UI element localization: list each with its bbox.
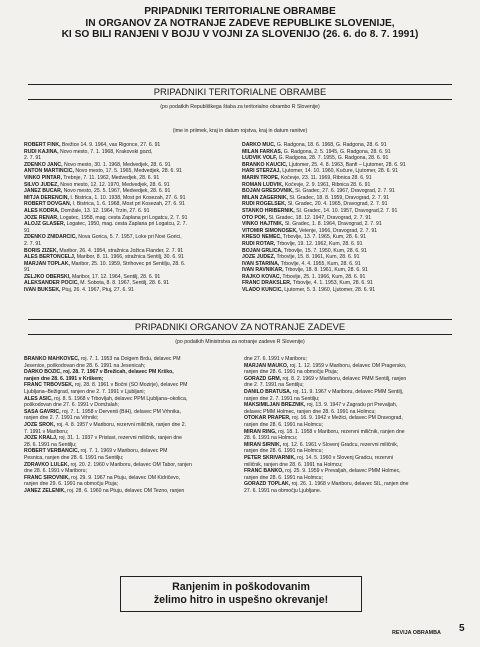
list-entry	[242, 182, 464, 189]
list-entry	[244, 409, 464, 416]
list-entry	[24, 363, 242, 370]
entry-details: ranjen dne 28. 6. 1991 na Holmcu;	[244, 448, 323, 455]
list-entry	[242, 215, 464, 222]
entry-details: ranjen dne 2. 7. 1991 na Šentilju;	[244, 395, 320, 402]
entry-name: ŽELJKO OBERŠKI,	[24, 273, 71, 280]
entry-details: Sl. Gradec, 18. 12. 1947, Dravograd, 2. 7. 91	[267, 214, 372, 221]
list-entry	[24, 356, 242, 363]
entry-details: Ljutomer, 5. 3. 1960, Ljutomer, 28. 6. 91	[282, 287, 376, 294]
list-entry	[24, 448, 242, 455]
internal-affairs-list-left	[24, 356, 242, 494]
entry-details: miličnik, ranjen dne 28. 6. 1991 na Holmcu;	[244, 461, 343, 468]
entry-details: Trbovlje, 4. 4. 1955, Kum, 28. 6. 91	[279, 260, 361, 267]
entry-name: RUDI KAJINA,	[24, 148, 59, 155]
entry-name: BRANKO KAUČIČ,	[242, 161, 288, 168]
entry-details: roj. 7. 1. 1958 v Derventi (BiH), delavec PM Vrhnika,	[60, 408, 181, 415]
list-entry	[24, 280, 246, 287]
entry-details: roj. 7. 1. 1953 na Dolgem Brdu, delavec PM	[79, 356, 181, 362]
entry-details: Trbovlje, 18. 8. 1961, Kum, 28. 6. 91	[283, 267, 368, 274]
list-entry	[244, 389, 464, 396]
list-entry	[242, 208, 464, 215]
list-entry	[242, 188, 464, 195]
list-entry	[244, 462, 464, 469]
list-entry	[242, 221, 464, 228]
entry-details: G. Radgona, 28. 7. 1955, G. Radgona, 28. 6. 91	[277, 155, 389, 162]
entry-details: Sl. Gradec, 20. 4. 1965, Dravograd, 2. 7. 91	[286, 201, 388, 208]
entry-name: FRANC TRBOVŠEK,	[24, 382, 74, 389]
list-entry	[244, 435, 464, 442]
list-entry	[24, 382, 242, 389]
entry-name: VITOMIR SIMONOŠEK,	[242, 227, 298, 234]
entry-name: SAŠA GAVRIČ,	[24, 408, 61, 415]
entry-name: JOŽE JUDEŽ,	[242, 254, 276, 261]
entry-name: ALEKSANDER POČIČ,	[24, 280, 79, 287]
list-entry	[242, 228, 464, 235]
entry-name: ALEŠ BERTONCELJ,	[24, 254, 76, 261]
list-entry	[24, 195, 246, 202]
entry-details: Novo mesto, 7. 1. 1968, Krakovski gozd,	[58, 148, 153, 155]
entry-name: ANTON MARTINČIČ,	[24, 168, 74, 175]
list-entry	[244, 475, 464, 482]
list-entry	[24, 188, 246, 195]
list-entry	[244, 488, 464, 495]
entry-details: roj. 25. 9. 1959 v Prevaljah, delavec PMM Holmec,	[283, 468, 401, 475]
list-entry	[24, 241, 246, 248]
territorial-defence-list-left	[24, 142, 246, 294]
list-entry	[24, 274, 246, 281]
list-entry	[244, 429, 464, 436]
entry-name: MARJAN TOPLAK,	[24, 260, 70, 267]
entry-name: LUDVIK VOLF,	[242, 155, 278, 162]
list-entry	[242, 267, 464, 274]
list-entry	[24, 201, 246, 208]
entry-name: JOŽE KRALJ,	[24, 435, 58, 442]
entry-details: Sl. Gradec, 14. 10. 1957, Dravograd,2. 7. 91	[294, 207, 398, 214]
list-entry	[24, 468, 242, 475]
entry-details: roj. 7. 1. 1969 v Mariboru, delavec PM	[79, 448, 168, 455]
list-entry	[244, 481, 464, 488]
list-entry	[24, 369, 242, 376]
entry-name: PETER SKRIVARNIK,	[244, 454, 296, 461]
entry-name: RUDI ROGELŠEK,	[242, 201, 287, 208]
entry-details: Kočevje, 23. 11. 1969, Ribnica 28. 6. 91	[279, 174, 372, 181]
entry-name: ROBERT VERBANČIČ,	[24, 448, 80, 455]
entry-name: MILAN ZAGERNIK,	[242, 194, 288, 201]
entry-details: Ljutomer, 14. 10. 1960, Kučure, Ljutomer, 28. 6. 91	[280, 168, 399, 175]
entry-details: ranjen dne 28. 6. 1991 na Holmcu;	[244, 421, 323, 428]
list-entry	[242, 287, 464, 294]
list-entry	[242, 274, 464, 281]
list-entry	[24, 409, 242, 416]
list-entry	[24, 376, 242, 383]
entry-details: roj. 4. 8. 1957 v Mariboru, rezervni miličnik, ranjen dne 2.	[55, 421, 187, 428]
list-entry	[24, 488, 242, 495]
entry-name: ROBERT DOVGAN,	[24, 201, 72, 208]
entry-details: Novo mesto, 17. 5. 1965, Medvedjek, 28. 6. 91	[73, 168, 182, 175]
list-entry	[24, 402, 242, 409]
list-entry	[244, 376, 464, 383]
title-line: IN ORGANOV ZA NOTRANJE ZADEVE REPUBLIKE SLOVENIJE,	[85, 17, 395, 29]
entry-details: Jesenice, poškodovan dne 28. 6. 1991 na Jesenicah;	[24, 362, 146, 369]
entry-name: JANEZ ZELENIK,	[24, 487, 66, 494]
list-entry	[242, 195, 464, 202]
entry-name: MARJAN MAUKO,	[244, 362, 289, 369]
entry-details: Trbovlje, 13. 7. 1965, Kum, 28. 6. 91	[281, 234, 367, 241]
list-entry	[244, 356, 464, 363]
entry-details: Logatec, 1958, mag. cesta Zaplana pri Logatcu, 2. 7. 91	[58, 214, 188, 221]
magazine-name: REVIJA OBRAMBA	[392, 630, 441, 636]
entry-details: Ljutomer, 25. 4. 8. 1963, Banfi – Ljutomer, 28. 6. 91	[287, 161, 406, 168]
list-entry	[24, 208, 246, 215]
entry-details: roj. 8. 5. 1968 v Trbovljah, delavec PPM Ljubljana–okolica,	[52, 395, 188, 402]
list-entry	[242, 241, 464, 248]
section-source-note: (po podatkih Ministrstva za notranje zadeve R Slovenije)	[175, 339, 305, 345]
entry-details: Trebnje, 7. 11. 1962, Medvedjek, 28. 6. 91	[61, 174, 160, 181]
entry-details: ranjen dne 28. 6. 1991 na Holmcu;	[244, 474, 323, 481]
entry-details: Maribor, 25. 10. 1959, Strihovec pri Šentilju, 28. 6.	[69, 260, 186, 267]
entry-name: JOŽE ŠROK,	[24, 421, 56, 428]
list-entry	[24, 422, 242, 429]
entry-name: ALEŠ KODRA,	[24, 207, 60, 214]
entry-name: MARIN TROPE,	[242, 174, 280, 181]
page-number: 5	[459, 623, 465, 634]
list-entry	[244, 396, 464, 403]
list-entry	[24, 182, 246, 189]
entry-details: roj. 20. 2. 1960 v Mariboru, delavec OM Tabor, ranjen	[69, 461, 192, 468]
list-entry	[244, 382, 464, 389]
entry-details: Sl. Gradec, 27. 6. 1967, Dravograd, 2. 7. 91	[293, 188, 395, 195]
entry-details: Trbovlje, 19. 12. 1962, Kum, 28. 6. 91	[275, 240, 363, 247]
entry-name: ranjen dne 28. 6. 1991 v Krškem;	[24, 375, 104, 382]
list-entry	[24, 215, 246, 222]
entry-details: ranjen dne 2. 7. 1991 na Vrhniki;	[24, 415, 99, 422]
entry-name: ZDRAVKO LULEK,	[24, 461, 70, 468]
list-entry	[24, 475, 242, 482]
entry-details: G. Radgona, 2. 5. 1945, G. Radgona, 28. 6. 91	[282, 148, 391, 155]
entry-name: BOJAN GREŠOVNIK,	[242, 188, 294, 195]
list-entry	[244, 448, 464, 455]
entry-name: FRANC DRAKSLER,	[242, 280, 292, 287]
list-entry	[24, 415, 242, 422]
entry-details: Trbovlje, 15. 8. 1961, Kum, 28. 6. 91	[275, 254, 360, 261]
entry-name: IVAN BUKŠEK,	[24, 287, 61, 294]
entry-name: BRANKO MAHKOVEC,	[24, 356, 80, 362]
entry-details: Logatec, 1950, mag. cesta Zaplana pri Logatcu, 2. 7.	[65, 221, 187, 228]
list-entry	[24, 435, 242, 442]
closing-line: Ranjenim in poškodovanim	[172, 581, 310, 593]
entry-name: MIRAN RING,	[244, 428, 277, 435]
entry-details: Maribor, 17. 12. 1964, Šentilj, 28. 6. 91	[70, 273, 161, 280]
list-entry	[24, 254, 246, 261]
entry-details: 28. 6. 1991 na Šentilju;	[24, 441, 77, 448]
entry-name: JOŽE RENAR,	[24, 214, 59, 221]
territorial-defence-list-right	[242, 142, 464, 294]
entry-name: FRANC ŠIROVNIK,	[24, 474, 70, 481]
entry-details: ranjen dne 28. 6. 1991 na območju Ptuja;	[244, 369, 339, 376]
entry-details: Trbovlje, 15. 7. 1950, Kum, 28. 6. 91	[282, 247, 367, 254]
list-entry	[242, 234, 464, 241]
entry-name: MITJA DERENČIN,	[24, 194, 69, 201]
entry-name: MILAN FARKAŠ,	[242, 148, 283, 155]
entry-details: dne 2. 7. 1991 na Šentilju;	[244, 382, 304, 389]
list-entry	[242, 162, 464, 169]
entry-details: Sl. Gradec, 18. 8. 1959, Dravograd, 2. 7. 91	[287, 194, 390, 201]
entry-details: delavec PMM Holmec, ranjen dne 28. 6. 1991 na Holmcu;	[244, 408, 376, 415]
entry-details: G. Radgona, 18. 6. 1968, G. Radgona, 28. 6. 91	[275, 142, 387, 148]
entry-format-legend: (ime in priimek, kraj in datum rojstva, kraj in datum ranitve)	[172, 128, 308, 134]
entry-details: 2. 7. 91	[24, 240, 42, 247]
entry-details: Maribor, 8. 11. 1966, stražnica Šentilj, 30. 6. 91	[75, 254, 184, 261]
entry-name: DARKO BOŽIČ, roj. 28. 7. 1967 v Brežicah, delavec PM Krško,	[24, 369, 174, 376]
entry-name: ROMAN LUDVIK,	[242, 181, 284, 188]
page-title	[20, 6, 460, 41]
entry-details: ranjen dne 29. 6. 1991 na območju Ptuja;	[24, 481, 119, 488]
entry-details: roj. 29. 9. 1967 na Ptuju, delavec OM Kidričevo,	[69, 474, 181, 481]
entry-details: roj. 11. 9. 1967 v Mariboru, delavec PMM Šentilj,	[291, 388, 404, 395]
list-entry	[24, 228, 246, 235]
entry-details: Novo mesto, 30. 1. 1968, Medvedjek, 28. 6. 91	[62, 161, 171, 168]
list-entry	[244, 468, 464, 475]
list-entry	[24, 287, 246, 294]
entry-details: Nova Gorica, 5. 7. 1957, Loke pri Novi Gorici,	[76, 234, 182, 241]
entry-details: Ljubljana–Bežigrad, ranjen dne 2. 7. 1991 v Ljubljani;	[24, 388, 145, 395]
list-entry	[244, 455, 464, 462]
list-entry	[24, 429, 242, 436]
list-entry	[24, 267, 246, 274]
entry-details: 7. 1991 v Mariboru;	[24, 428, 69, 435]
list-entry	[24, 234, 246, 241]
entry-name: HARI STERZAJ,	[242, 168, 281, 175]
list-entry	[242, 248, 464, 255]
list-entry	[242, 149, 464, 156]
entry-name: VLADO KUNČIČ,	[242, 287, 283, 294]
entry-details: Ptuj, 26. 4. 1967, Ptuj, 27. 6. 91	[60, 287, 134, 294]
list-entry	[242, 254, 464, 261]
entry-name: FRANC BANKO,	[244, 468, 284, 475]
list-entry	[242, 201, 464, 208]
list-entry	[242, 280, 464, 287]
list-entry	[24, 248, 246, 255]
entry-details: Trbovlje, 25. 1. 1966, Kum, 28. 6. 91	[281, 273, 366, 280]
list-entry	[242, 175, 464, 182]
entry-name: KREŠO NEMEC,	[242, 234, 282, 241]
entry-details: Sl. Gradec, 1. 8. 1964, Dravograd, 2. 7. 91	[283, 221, 382, 228]
list-entry	[242, 155, 464, 162]
entry-details: roj. 13. 9. 1947 v Zagradu pri Prevaljah,	[305, 402, 398, 409]
list-entry	[24, 155, 246, 162]
entry-details: 91	[24, 267, 30, 274]
title-line: PRIPADNIKI TERITORIALNE OBRAMBE	[144, 6, 336, 17]
title-line: KI SO BILI RANJENI V BOJU V VOJNI ZA SLOVENIJO (26. 6. do 8. 7. 1991)	[61, 29, 419, 41]
entry-name: DARKO MUC,	[242, 142, 276, 148]
entry-details: Kočevje, 2. 9. 1961, Ribnica 28. 6. 91	[283, 181, 371, 188]
entry-name: ZDENKO ŽNIDARČIČ,	[24, 234, 77, 241]
entry-name: SILVO JUDEŽ,	[24, 181, 59, 188]
entry-name: RUDI ROTAR,	[242, 240, 276, 247]
entry-name: DANILO BRATUŠA,	[244, 388, 292, 395]
closing-message-box	[120, 576, 362, 612]
entry-name: ROBERT FINK,	[24, 142, 61, 148]
entry-details: roj. 18. 1. 1958 v Mariboru, rezervni miličnik, ranjen dne	[276, 428, 405, 435]
list-entry	[24, 481, 242, 488]
entry-name: ZDENKO JANC,	[24, 161, 63, 168]
list-entry	[24, 389, 242, 396]
entry-details: I. Bistrica, 1. 6. 1968, Most pri Kosezah, 27. 6. 91	[71, 201, 185, 208]
list-entry	[24, 455, 242, 462]
entry-name: STANKO HRIBERNIK,	[242, 207, 295, 214]
entry-name: IVAN RAVNIKAR,	[242, 267, 284, 274]
entry-name: OTOKAR PRAPER,	[244, 415, 291, 422]
internal-affairs-list-right	[244, 356, 464, 494]
entry-name: GORAZD GRM,	[244, 375, 282, 382]
entry-details: 27. 6. 1991 na območju Ljubljane.	[244, 487, 322, 494]
list-entry	[244, 415, 464, 422]
entry-details: 2. 7. 91	[24, 155, 42, 162]
list-entry	[24, 221, 246, 228]
entry-details: Velenje, 1966, Dravograd, 2. 7. 91	[297, 227, 378, 234]
entry-details: 91	[24, 227, 30, 234]
list-entry	[242, 168, 464, 175]
list-entry	[244, 442, 464, 449]
entry-details: dne 28. 6. 1991 v Mariboru;	[24, 468, 87, 475]
entry-name: MIRAN ŠIRNIK,	[244, 441, 282, 448]
list-entry	[244, 402, 464, 409]
entry-details: roj. 16. 9. 1942 v Mežici, delavec PM Dravograd,	[290, 415, 403, 422]
entry-details: roj. 28. 8. 1961 v Bočni (SO Mozirje), delavec PM	[73, 382, 188, 389]
entry-details: Maribor, 26. 4. 1954, stražnica Jožica Flander, 2. 7. 91	[58, 247, 184, 254]
section-heading-territorial-defence: PRIPADNIKI TERITORIALNE OBRAMBE	[28, 84, 452, 100]
entry-details: Novo mesto, 25. 5. 1967, Medvedjek, 28. 6. 91	[62, 188, 171, 195]
entry-name: OTO POK,	[242, 214, 268, 221]
entry-details: roj. 14. 5. 1960 v Slovenj Gradcu, rezervni	[295, 454, 394, 461]
entry-name: BORIS ŽIŽEK,	[24, 247, 58, 254]
entry-name: GORAZD TOPLAK,	[244, 481, 291, 488]
entry-details: roj. 12. 6. 1961 v Slovenj Gradcu, rezervni miličnik,	[281, 441, 399, 448]
entry-details: I. Bistrica, 1. 10. 1938, Most pri Kosezah, 27. 6. 91	[68, 194, 186, 201]
list-entry	[24, 261, 246, 268]
entry-name: IVAN STARINA,	[242, 260, 280, 267]
entry-name: MAKSIMILJAN BREZNIK,	[244, 402, 306, 409]
list-entry	[244, 422, 464, 429]
list-entry	[242, 142, 464, 149]
entry-details: roj. 1. 12. 1959 v Mariboru, delavec OM Pragersko,	[288, 362, 407, 369]
entry-name: JANEZ BUČAR,	[24, 188, 63, 195]
entry-details: Pesnica, ranjen dne 28. 6. 1991 na Šentilju;	[24, 454, 124, 461]
section-source-note: (po podatkih Republiškega štaba za teritorialno obrambo R Slovenije)	[160, 104, 320, 110]
entry-details: Novo mesto, 12. 12. 1970, Medvedjek, 28. 6. 91	[58, 181, 170, 188]
entry-details: roj. 28. 6. 1960 na Ptuju, delavec OM Tezno, ranjen	[65, 487, 185, 494]
entry-details: poškodovan dne 27. 6. 1991 v Domžalah;	[24, 402, 119, 409]
entry-name: ALEŠ AŠIČ,	[24, 395, 53, 402]
entry-details: roj. 31. 1. 1937 v Pristavi, rezervni miličnik, ranjen dne	[57, 435, 182, 442]
entry-details: dne 27. 6. 1991 v Mariboru;	[244, 356, 307, 362]
entry-name: ALOJZ GLASER,	[24, 221, 66, 228]
entry-details: Domžale, 13. 12. 1964, Trzin, 27. 6. 91	[59, 207, 150, 214]
entry-name: VINKO HAJTNIK,	[242, 221, 284, 228]
entry-details: 28. 6. 1991 na Holmcu;	[244, 435, 298, 442]
list-entry	[244, 369, 464, 376]
list-entry	[24, 442, 242, 449]
entry-name: BOJAN GRLICA,	[242, 247, 283, 254]
entry-details: roj. 26. 1. 1968 v Mariboru, delavec SIL, ranjen dne	[290, 481, 409, 488]
list-entry	[24, 149, 246, 156]
list-entry	[242, 261, 464, 268]
list-entry	[244, 363, 464, 370]
list-entry	[24, 142, 246, 149]
closing-line: želimo hitro in uspešno okrevanje!	[153, 594, 329, 606]
entry-name: RAJKO KOVAČ,	[242, 273, 282, 280]
list-entry	[24, 162, 246, 169]
list-entry	[24, 168, 246, 175]
entry-details: M. Sobota, 8. 8. 1967, Šentilj, 28. 6. 91	[78, 280, 170, 287]
entry-details: roj. 8. 2. 1969 v Mariboru, delavec PMM Šentilj, ranjen	[281, 375, 407, 382]
list-entry	[24, 396, 242, 403]
entry-name: VINKO PINTAR,	[24, 174, 62, 181]
section-heading-internal-affairs: PRIPADNIKI ORGANOV ZA NOTRANJE ZADEVE	[28, 319, 452, 335]
list-entry	[24, 175, 246, 182]
entry-details: Trbovlje, 4. 1. 1953, Kum, 28. 6. 91	[291, 280, 373, 287]
entry-details: Brežice 14. 9. 1964, vas Rigonce, 27. 6. 91	[60, 142, 161, 148]
list-entry	[24, 462, 242, 469]
